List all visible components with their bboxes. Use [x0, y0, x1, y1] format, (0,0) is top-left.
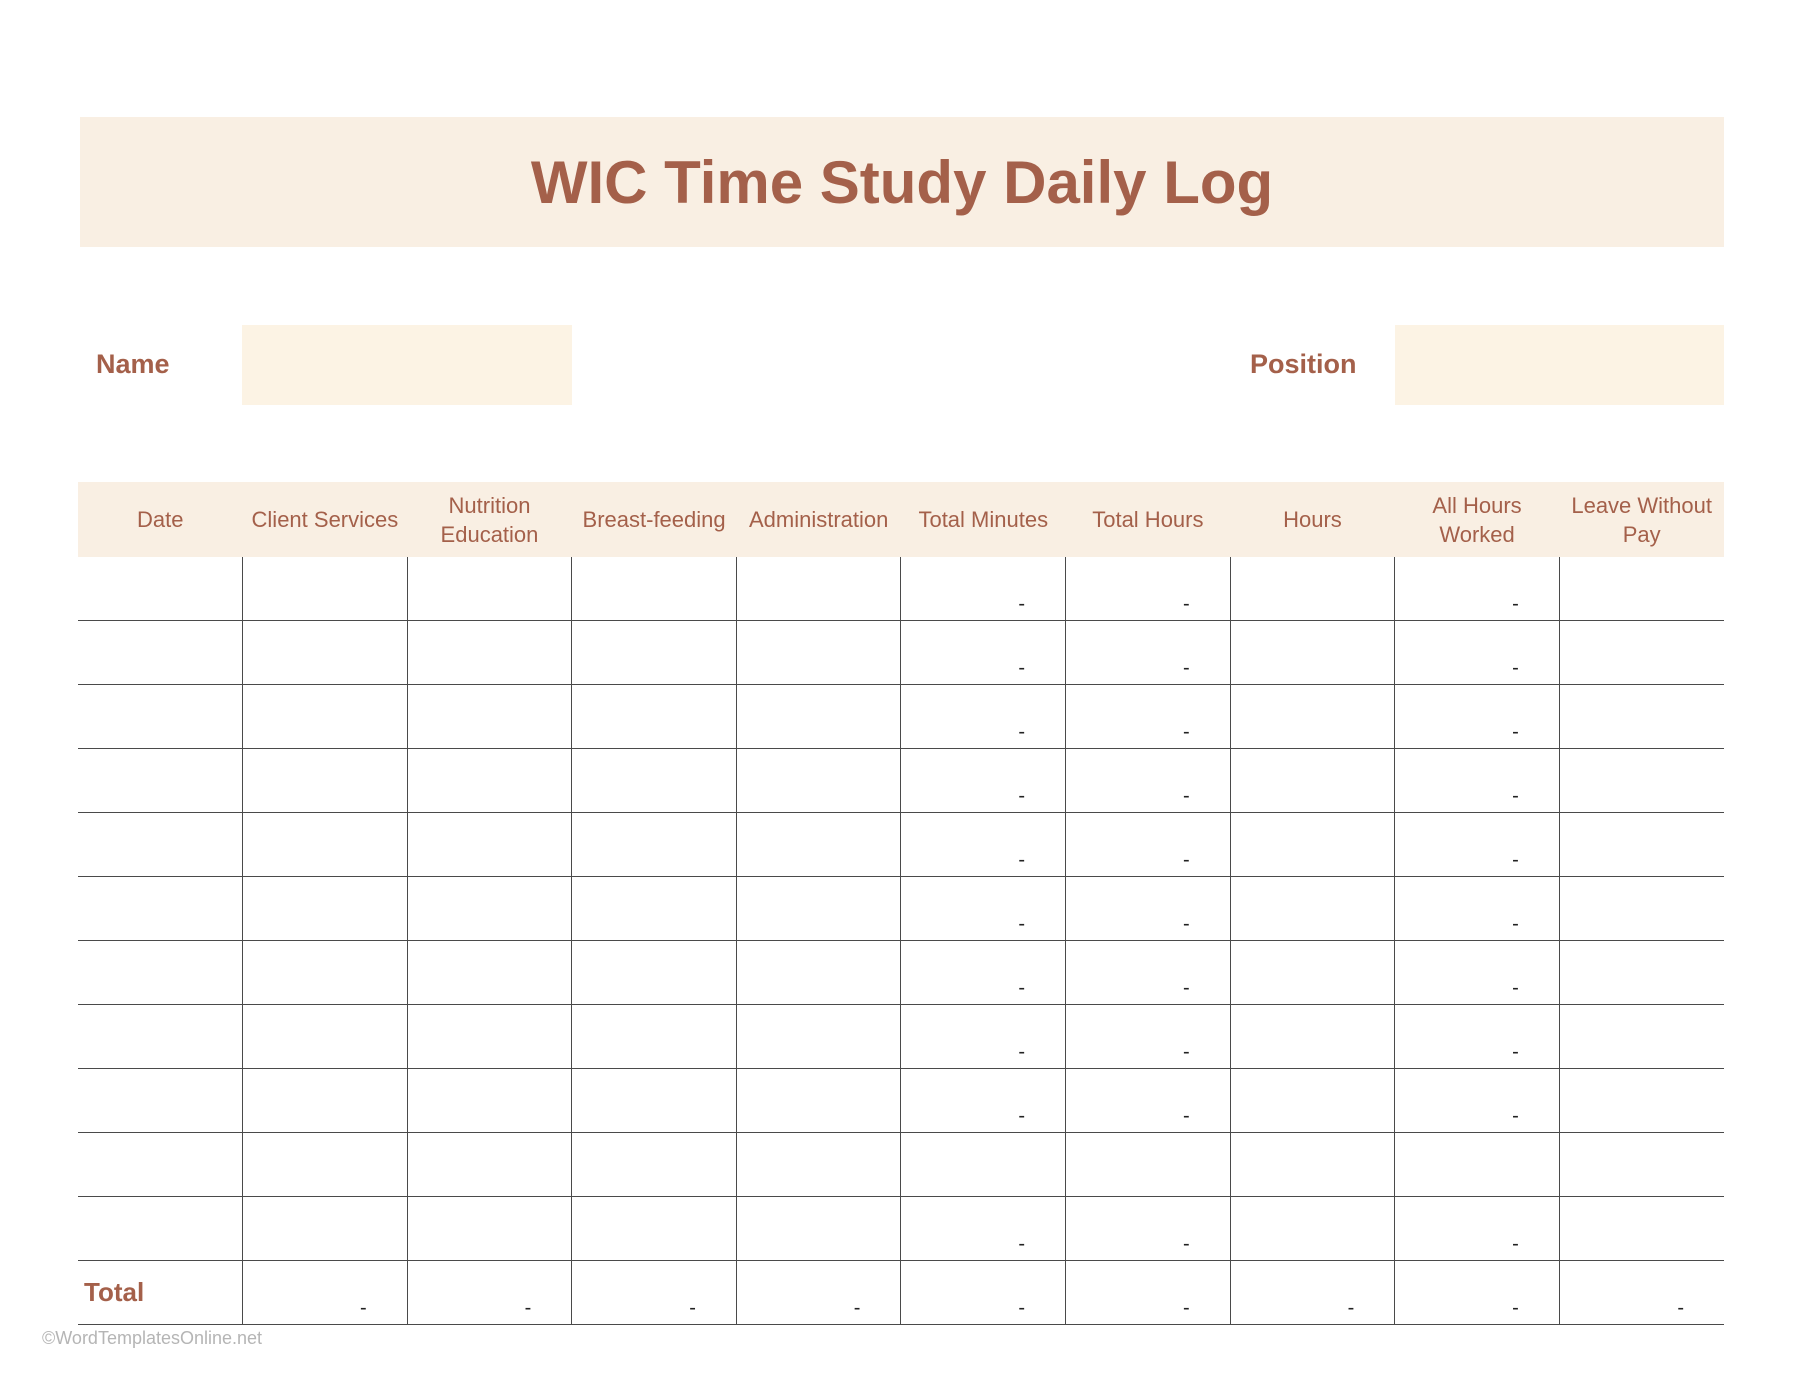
- table-cell[interactable]: [243, 685, 408, 749]
- table-cell[interactable]: -: [901, 1197, 1066, 1261]
- table-cell[interactable]: [1230, 1197, 1395, 1261]
- total-cell: -: [572, 1261, 737, 1325]
- table-cell[interactable]: [1559, 1133, 1724, 1197]
- table-cell[interactable]: [1559, 1197, 1724, 1261]
- total-cell: -: [1395, 1261, 1560, 1325]
- table-cell[interactable]: [1559, 749, 1724, 813]
- table-cell[interactable]: -: [1066, 621, 1231, 685]
- table-cell[interactable]: [243, 941, 408, 1005]
- table-cell[interactable]: [1559, 685, 1724, 749]
- table-cell[interactable]: [243, 1005, 408, 1069]
- table-cell[interactable]: -: [901, 1005, 1066, 1069]
- table-cell[interactable]: [243, 1133, 408, 1197]
- table-cell[interactable]: [572, 621, 737, 685]
- table-cell[interactable]: [1230, 749, 1395, 813]
- table-cell[interactable]: [736, 1197, 901, 1261]
- table-cell[interactable]: [1230, 1133, 1395, 1197]
- table-cell[interactable]: -: [1066, 813, 1231, 877]
- name-field[interactable]: [242, 325, 572, 405]
- table-cell[interactable]: [1230, 621, 1395, 685]
- table-cell[interactable]: -: [901, 941, 1066, 1005]
- table-cell[interactable]: -: [901, 685, 1066, 749]
- time-log-table: [78, 482, 1724, 1325]
- table-cell[interactable]: [1230, 941, 1395, 1005]
- table-cell[interactable]: [407, 813, 572, 877]
- table-row: [78, 1005, 1724, 1069]
- position-label: Position: [1250, 349, 1357, 379]
- table-cell[interactable]: -: [1395, 557, 1560, 621]
- table-cell[interactable]: [1230, 1069, 1395, 1133]
- table-cell[interactable]: -: [1395, 813, 1560, 877]
- table-cell[interactable]: -: [901, 557, 1066, 621]
- table-cell[interactable]: [407, 1005, 572, 1069]
- table-cell[interactable]: [1230, 1005, 1395, 1069]
- table-cell[interactable]: -: [1066, 685, 1231, 749]
- total-cell: -: [1066, 1261, 1231, 1325]
- table-cell[interactable]: -: [1066, 941, 1231, 1005]
- table-cell[interactable]: [1230, 877, 1395, 941]
- table-cell[interactable]: [407, 1133, 572, 1197]
- table-cell[interactable]: [78, 557, 243, 621]
- table-cell[interactable]: [407, 941, 572, 1005]
- table-cell[interactable]: -: [1395, 749, 1560, 813]
- table-cell[interactable]: [736, 941, 901, 1005]
- table-cell[interactable]: [407, 877, 572, 941]
- page-title: WIC Time Study Daily Log: [530, 148, 1274, 216]
- table-cell[interactable]: -: [901, 813, 1066, 877]
- table-cell[interactable]: -: [1066, 557, 1231, 621]
- table-cell[interactable]: [1230, 685, 1395, 749]
- table-row: [78, 1133, 1724, 1197]
- table-cell[interactable]: [78, 813, 243, 877]
- table-cell[interactable]: [572, 685, 737, 749]
- column-header: Total Minutes: [901, 482, 1066, 557]
- table-cell[interactable]: [1559, 621, 1724, 685]
- table-row: [78, 557, 1724, 621]
- column-header: Leave Without Pay: [1559, 482, 1724, 557]
- table-cell[interactable]: -: [1395, 1005, 1560, 1069]
- copyright-text: ©WordTemplatesOnline.net: [42, 1328, 263, 1348]
- total-cell: -: [407, 1261, 572, 1325]
- total-label: Total: [78, 1261, 243, 1325]
- table-cell[interactable]: [736, 749, 901, 813]
- table-cell[interactable]: [407, 621, 572, 685]
- name-label: Name: [96, 349, 170, 379]
- table-cell[interactable]: [1559, 877, 1724, 941]
- table-cell[interactable]: [736, 1069, 901, 1133]
- table-cell[interactable]: -: [1395, 1069, 1560, 1133]
- table-cell[interactable]: [572, 813, 737, 877]
- table-cell[interactable]: [243, 813, 408, 877]
- table-cell[interactable]: [736, 621, 901, 685]
- column-header: Client Services: [243, 482, 408, 557]
- table-cell[interactable]: [736, 877, 901, 941]
- table-cell[interactable]: [407, 557, 572, 621]
- table-cell[interactable]: [78, 941, 243, 1005]
- table-cell[interactable]: -: [1066, 1197, 1231, 1261]
- column-header: All Hours Worked: [1395, 482, 1560, 557]
- total-cell: -: [901, 1261, 1066, 1325]
- table-cell[interactable]: -: [1395, 621, 1560, 685]
- title-band: [80, 117, 1724, 247]
- table-cell[interactable]: [78, 685, 243, 749]
- table-row: [78, 941, 1724, 1005]
- table-cell[interactable]: [572, 1197, 737, 1261]
- total-cell: -: [736, 1261, 901, 1325]
- table-cell[interactable]: [572, 1069, 737, 1133]
- table-cell[interactable]: [407, 685, 572, 749]
- table-cell[interactable]: -: [1066, 877, 1231, 941]
- table-cell[interactable]: [901, 1133, 1066, 1197]
- total-cell: -: [1559, 1261, 1724, 1325]
- table-header-row: [78, 482, 1724, 557]
- table-cell[interactable]: [572, 877, 737, 941]
- column-header: Hours: [1230, 482, 1395, 557]
- table-cell[interactable]: [736, 557, 901, 621]
- table-cell[interactable]: [407, 749, 572, 813]
- table-cell[interactable]: [1230, 557, 1395, 621]
- table-cell[interactable]: [572, 749, 737, 813]
- table-cell[interactable]: [407, 1197, 572, 1261]
- table-cell[interactable]: [407, 1069, 572, 1133]
- table-cell[interactable]: [78, 1005, 243, 1069]
- table-cell[interactable]: [736, 685, 901, 749]
- table-cell[interactable]: -: [1066, 1005, 1231, 1069]
- table-cell[interactable]: [78, 621, 243, 685]
- table-cell[interactable]: -: [1066, 749, 1231, 813]
- table-cell[interactable]: [1559, 1069, 1724, 1133]
- table-cell[interactable]: [243, 621, 408, 685]
- table-row: [78, 749, 1724, 813]
- table-cell[interactable]: -: [901, 621, 1066, 685]
- table-row: [78, 621, 1724, 685]
- table-row: [78, 877, 1724, 941]
- table-cell[interactable]: [243, 557, 408, 621]
- table-cell[interactable]: [243, 749, 408, 813]
- table-cell[interactable]: [572, 941, 737, 1005]
- column-header: Administration: [736, 482, 901, 557]
- table-cell[interactable]: [1230, 813, 1395, 877]
- table-cell[interactable]: [1395, 1133, 1560, 1197]
- table-body: [78, 557, 1724, 1325]
- table-row: [78, 813, 1724, 877]
- table-cell[interactable]: [736, 813, 901, 877]
- table-cell[interactable]: -: [1395, 877, 1560, 941]
- table-cell[interactable]: [243, 1069, 408, 1133]
- table-cell[interactable]: [243, 877, 408, 941]
- table-cell[interactable]: [1559, 1005, 1724, 1069]
- table-cell[interactable]: [736, 1005, 901, 1069]
- table-cell[interactable]: -: [1395, 1197, 1560, 1261]
- column-header: Nutrition Education: [407, 482, 572, 557]
- table-cell[interactable]: [78, 1197, 243, 1261]
- position-field[interactable]: [1395, 325, 1724, 405]
- table-cell[interactable]: -: [1395, 685, 1560, 749]
- column-header: Total Hours: [1066, 482, 1231, 557]
- table-cell[interactable]: -: [901, 1069, 1066, 1133]
- table-cell[interactable]: [1559, 557, 1724, 621]
- total-cell: -: [1230, 1261, 1395, 1325]
- table-row: [78, 1197, 1724, 1261]
- table-cell[interactable]: [736, 1133, 901, 1197]
- column-header: Date: [78, 482, 243, 557]
- table-cell[interactable]: [572, 1005, 737, 1069]
- table-cell[interactable]: [78, 749, 243, 813]
- column-header: Breast-feeding: [572, 482, 737, 557]
- table-cell[interactable]: [1559, 941, 1724, 1005]
- table-cell[interactable]: -: [1395, 941, 1560, 1005]
- total-cell: -: [243, 1261, 408, 1325]
- total-row: [78, 1261, 1724, 1325]
- table-cell[interactable]: -: [901, 749, 1066, 813]
- table-cell[interactable]: [572, 1133, 737, 1197]
- table-cell[interactable]: [243, 1197, 408, 1261]
- table-cell[interactable]: [1559, 813, 1724, 877]
- table-row: [78, 685, 1724, 749]
- table-row: [78, 1069, 1724, 1133]
- table-cell[interactable]: [78, 877, 243, 941]
- table-cell[interactable]: [572, 557, 737, 621]
- table-cell[interactable]: -: [1066, 1069, 1231, 1133]
- table-cell[interactable]: [78, 1069, 243, 1133]
- table-cell[interactable]: -: [901, 877, 1066, 941]
- table-cell[interactable]: [1066, 1133, 1231, 1197]
- table-cell[interactable]: [78, 1133, 243, 1197]
